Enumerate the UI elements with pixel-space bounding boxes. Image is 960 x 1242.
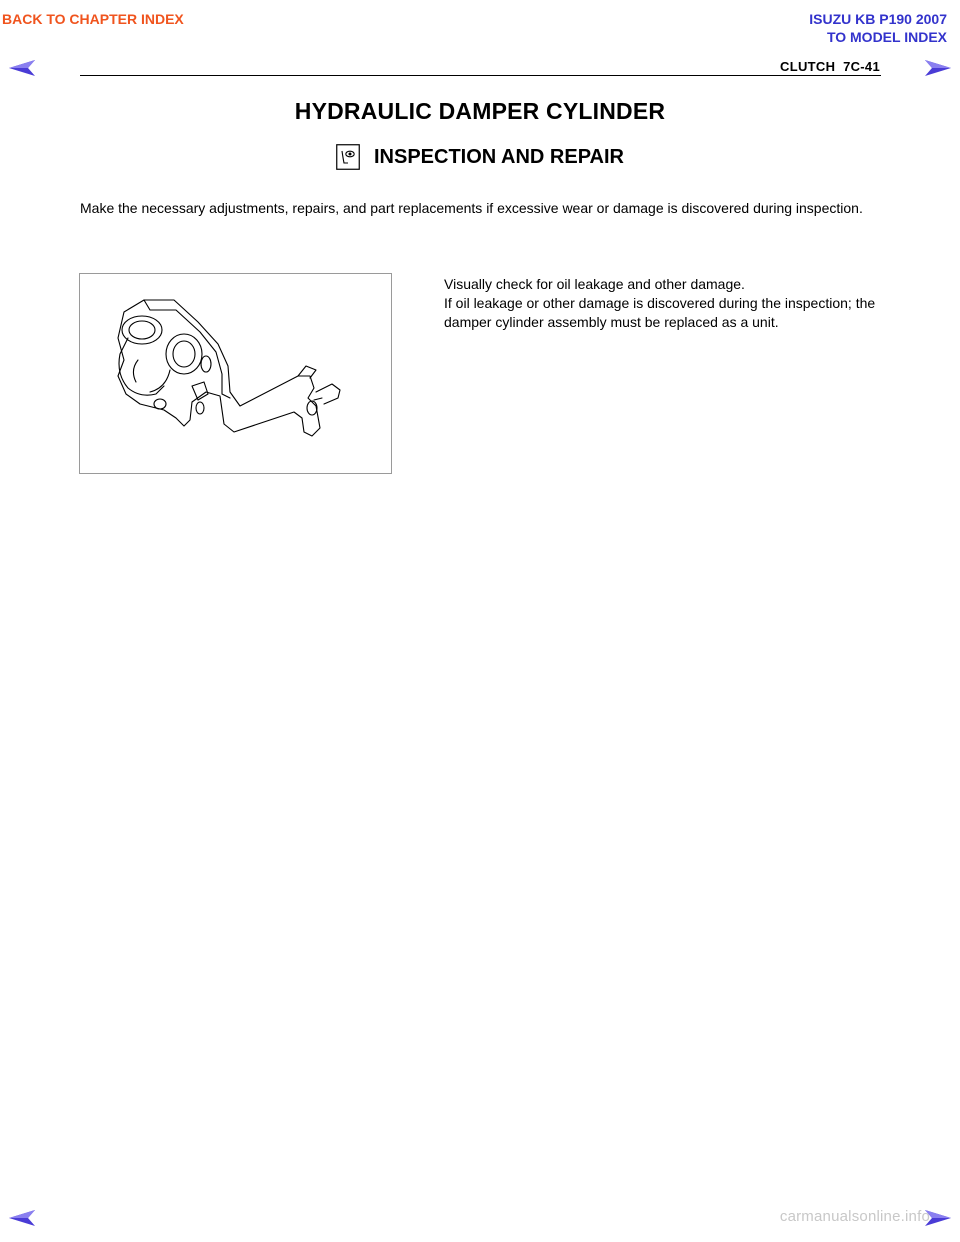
header-rule [80,75,881,76]
model-title: ISUZU KB P190 2007 [809,11,947,27]
figure-frame [79,273,392,474]
inspection-instructions [444,275,884,332]
instruction-replace: If oil leakage or other damage is discovered during the inspection; the damper cylinder assembly must be replaced as a unit. [444,295,876,330]
page-title: HYDRAULIC DAMPER CYLINDER [294,98,666,124]
arrow-left-icon [8,1209,36,1227]
section-title: INSPECTION AND REPAIR [373,145,625,168]
back-to-chapter-index-link[interactable]: BACK TO CHAPTER INDEX [2,11,184,27]
section-heading [0,144,960,170]
intro-paragraph: Make the necessary adjustments, repairs, and part replacements if excessive wear or damage is discovered during inspection. [80,200,863,216]
prev-page-button-bottom[interactable] [8,1209,36,1227]
watermark: carmanualsonline.info [779,1208,930,1225]
damper-cylinder-illustration [80,274,391,473]
inspection-icon [336,144,360,170]
next-page-button[interactable] [924,59,952,77]
arrow-left-icon [8,59,36,77]
instruction-check: Visually check for oil leakage and other damage. [444,276,745,292]
prev-page-button[interactable] [8,59,36,77]
arrow-right-icon [924,59,952,77]
page-header-label: CLUTCH 7C-41 [780,59,880,74]
to-model-index-link[interactable]: TO MODEL INDEX [826,29,947,45]
